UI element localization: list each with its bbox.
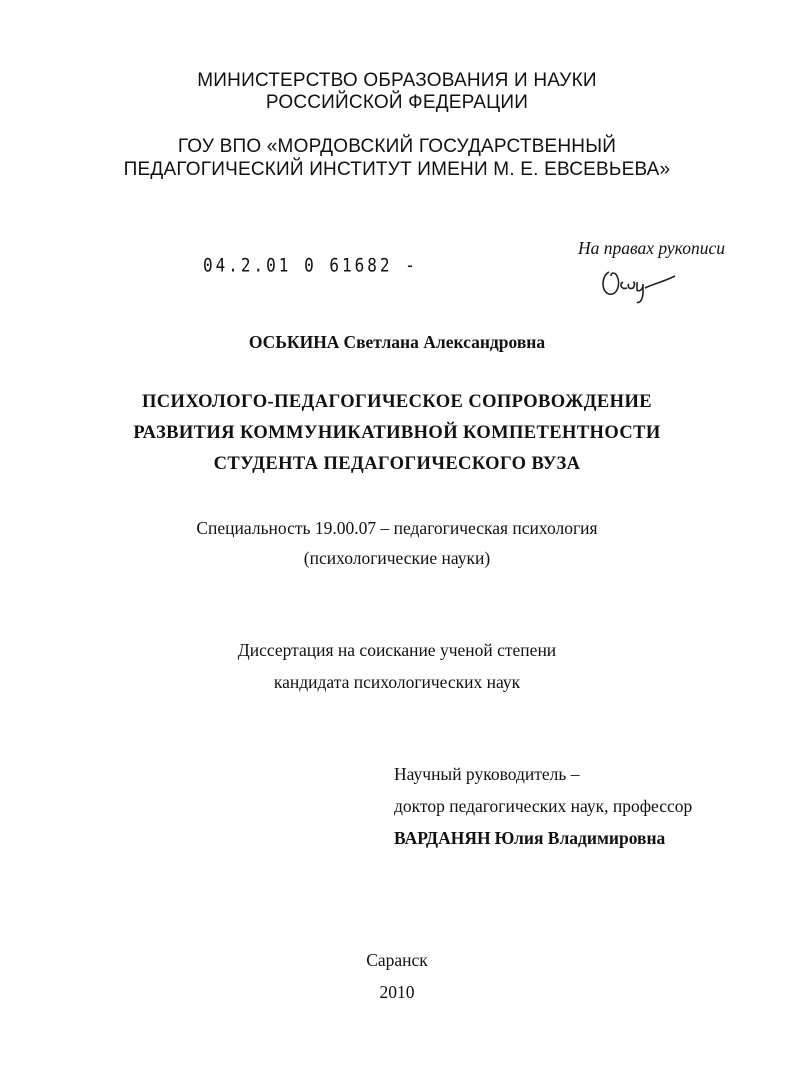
specialty-line-2: (психологические науки)	[303, 548, 491, 568]
supervisor-role: Научный руководитель –	[394, 764, 580, 784]
supervisor-surname: ВАРДАНЯН	[394, 828, 491, 848]
registration-code: 04.2.01 0 61682 -	[203, 254, 418, 276]
dissertation-line-1: Диссертация на соискание ученой степени	[237, 640, 557, 660]
city: Саранск	[366, 950, 428, 970]
institute-line-1: ГОУ ВПО «МОРДОВСКИЙ ГОСУДАРСТВЕННЫЙ	[177, 136, 617, 157]
title-line-2: РАЗВИТИЯ КОММУНИКАТИВНОЙ КОМПЕТЕНТНОСТИ	[133, 423, 661, 443]
specialty-line-1: Специальность 19.00.07 – педагогическая психология	[196, 518, 598, 538]
supervisor-degree: доктор педагогических наук, профессор	[394, 796, 693, 816]
supervisor-name	[394, 828, 665, 849]
title-line-3: СТУДЕНТА ПЕДАГОГИЧЕСКОГО ВУЗА	[213, 454, 581, 474]
supervisor-given-names: Юлия Владимировна	[494, 828, 666, 848]
ministry-line-1: МИНИСТЕРСТВО ОБРАЗОВАНИЯ И НАУКИ	[197, 70, 597, 91]
author-surname: ОСЬКИНА	[248, 332, 340, 352]
year: 2010	[379, 982, 415, 1002]
ministry-line-2: РОССИЙСКОЙ ФЕДЕРАЦИИ	[265, 92, 529, 113]
author-name	[0, 332, 794, 353]
rights-note: На правах рукописи	[578, 238, 725, 258]
author-given-names: Светлана Александровна	[343, 332, 546, 352]
signature	[597, 262, 687, 306]
dissertation-line-2: кандидата психологических наук	[273, 672, 521, 692]
institute-line-2: ПЕДАГОГИЧЕСКИЙ ИНСТИТУТ ИМЕНИ М. Е. ЕВСЕВЬЕВА»	[123, 159, 671, 180]
title-line-1: ПСИХОЛОГО-ПЕДАГОГИЧЕСКОЕ СОПРОВОЖДЕНИЕ	[142, 392, 652, 412]
